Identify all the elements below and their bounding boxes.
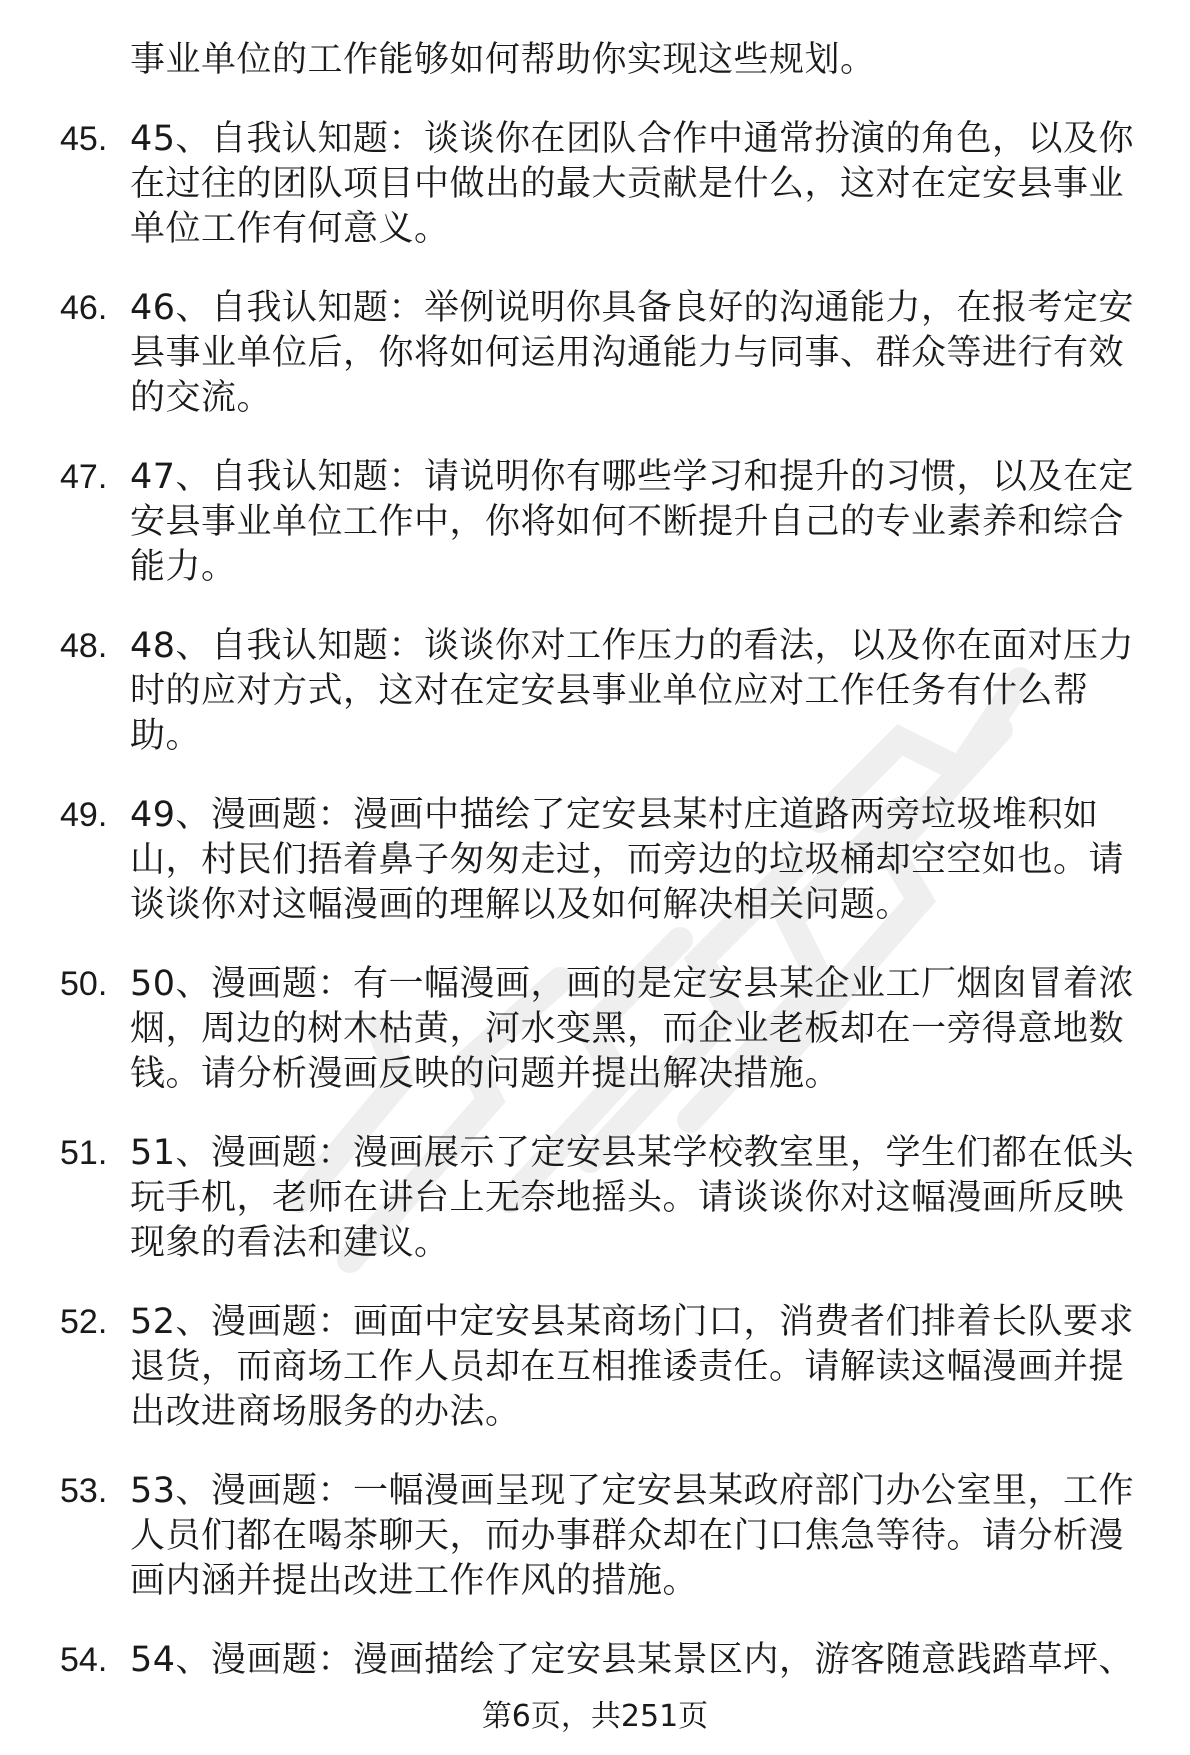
- item-text: 48、自我认知题：谈谈你对工作压力的看法，以及你在面对压力时的应对方式，这对在定安县事业单位应对工作任务有什么帮助。: [130, 626, 1135, 756]
- item-number: 53.: [60, 1472, 108, 1510]
- list-item: [60, 286, 1150, 421]
- continuation-text: 事业单位的工作能够如何帮助你实现这些规划。: [130, 40, 876, 80]
- item-text: 46、自我认知题：举例说明你具备良好的沟通能力，在报考定安县事业单位后，你将如何运用沟通能力与同事、群众等进行有效的交流。: [130, 288, 1135, 418]
- list-item: [60, 962, 1150, 1097]
- item-number: 47.: [60, 458, 108, 496]
- item-text: 52、漫画题：画面中定安县某商场门口，消费者们排着长队要求退货，而商场工作人员却在互相推诿责任。请解读这幅漫画并提出改进商场服务的办法。: [130, 1302, 1135, 1432]
- list-item: [60, 455, 1150, 590]
- list-item: [60, 1300, 1150, 1435]
- item-text: 51、漫画题：漫画展示了定安县某学校教室里，学生们都在低头玩手机，老师在讲台上无奈地摇头。请谈谈你对这幅漫画所反映现象的看法和建议。: [130, 1133, 1135, 1263]
- item-text: 54、漫画题：漫画描绘了定安县某景区内，游客随意践踏草坪、: [130, 1640, 1135, 1680]
- list-item: [60, 1469, 1150, 1604]
- item-number: 49.: [60, 796, 108, 834]
- item-text: 53、漫画题：一幅漫画呈现了定安县某政府部门办公室里，工作人员们都在喝茶聊天，而办事群众却在门口焦急等待。请分析漫画内涵并提出改进工作作风的措施。: [130, 1471, 1135, 1601]
- list-item: [60, 793, 1150, 928]
- page-footer: 第6页，共251页: [481, 1699, 709, 1734]
- item-number: 48.: [60, 627, 108, 665]
- item-number: 51.: [60, 1134, 108, 1172]
- item-text: 45、自我认知题：谈谈你在团队合作中通常扮演的角色，以及你在过往的团队项目中做出的最大贡献是什么，这对在定安县事业单位工作有何意义。: [130, 119, 1135, 249]
- item-number: 52.: [60, 1303, 108, 1341]
- list-item: [60, 1131, 1150, 1266]
- item-text: 49、漫画题：漫画中描绘了定安县某村庄道路两旁垃圾堆积如山，村民们捂着鼻子匆匆走过，而旁边的垃圾桶却空空如也。请谈谈你对这幅漫画的理解以及如何解决相关问题。: [130, 795, 1125, 925]
- item-number: 45.: [60, 120, 108, 158]
- question-list: [60, 38, 1150, 1717]
- item-number: 54.: [60, 1641, 108, 1679]
- item-text: 50、漫画题：有一幅漫画，画的是定安县某企业工厂烟囱冒着浓烟，周边的树木枯黄，河水变黑，而企业老板却在一旁得意地数钱。请分析漫画反映的问题并提出解决措施。: [130, 964, 1135, 1094]
- list-item: [60, 117, 1150, 252]
- item-number: 46.: [60, 289, 108, 327]
- list-item: [60, 1638, 1150, 1683]
- item-text: 47、自我认知题：请说明你有哪些学习和提升的习惯，以及在定安县事业单位工作中，你将如何不断提升自己的专业素养和综合能力。: [130, 457, 1135, 587]
- item-number: 50.: [60, 965, 108, 1003]
- list-item: [60, 624, 1150, 759]
